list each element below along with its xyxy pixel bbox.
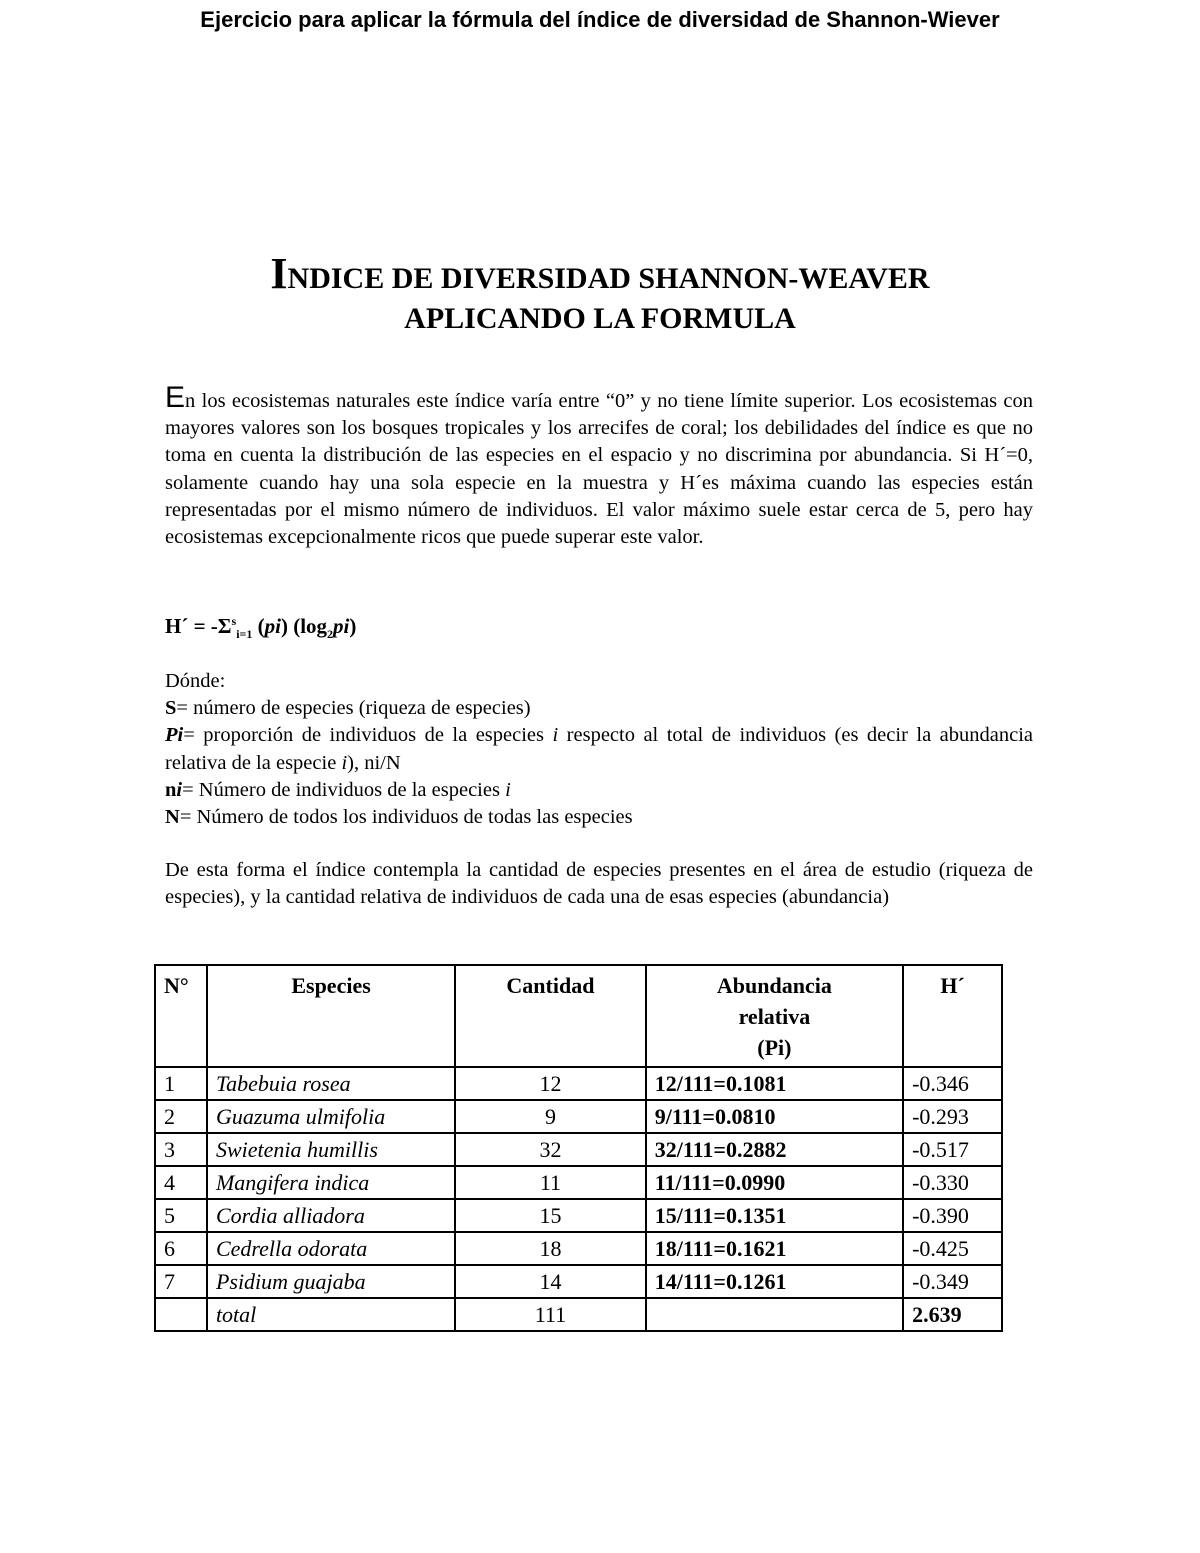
row-abundance	[646, 1100, 903, 1133]
definition-ni-italic-i: i	[505, 778, 511, 801]
table-row	[155, 1067, 1002, 1100]
row-h: -0.293	[903, 1100, 1002, 1133]
header-quantity: Cantidad	[455, 965, 646, 1067]
row-number: 2	[155, 1100, 207, 1133]
row-pi: 0.0810	[714, 1104, 776, 1129]
row-h: -0.517	[903, 1133, 1002, 1166]
row-pi: 0.2882	[725, 1137, 787, 1162]
row-pi: 0.1351	[725, 1203, 787, 1228]
row-pi: 0.1081	[725, 1071, 787, 1096]
row-h: -0.425	[903, 1232, 1002, 1265]
definitions-heading: Dónde:	[165, 670, 226, 692]
definition-ni-text: = Número de individuos de la especies	[182, 778, 506, 801]
formula-close: )	[349, 614, 357, 638]
definition-pi-text-a: = proporción de individuos de la especies	[183, 724, 553, 747]
row-pi: 0.1261	[725, 1269, 787, 1294]
definitions-block	[165, 668, 1033, 831]
definition-ni-label-i: i	[176, 778, 183, 801]
row-fraction: 12/111=	[654, 1071, 726, 1096]
definition-pi	[165, 722, 1033, 776]
definition-s-label: S	[165, 697, 177, 720]
header-abundance	[646, 965, 903, 1067]
table-row	[155, 1265, 1002, 1298]
row-abundance	[646, 1166, 903, 1199]
row-h: -0.349	[903, 1265, 1002, 1298]
table-row	[155, 1199, 1002, 1232]
row-abundance	[646, 1232, 903, 1265]
definition-pi-text-c: ), ni/N	[347, 751, 401, 774]
intro-paragraph	[165, 381, 1033, 551]
formula-sup: s	[231, 614, 237, 628]
row-species: Tabebuia rosea	[207, 1067, 455, 1100]
row-quantity: 15	[455, 1199, 646, 1232]
row-species: Cedrella odorata	[207, 1232, 455, 1265]
row-number: 4	[155, 1166, 207, 1199]
row-quantity: 9	[455, 1100, 646, 1133]
header-abundance-line3: (Pi)	[757, 1035, 792, 1060]
species-table	[154, 964, 1003, 1332]
row-fraction: 15/111=	[654, 1203, 726, 1228]
table-row	[155, 1100, 1002, 1133]
page-header-title: Ejercicio para aplicar la fórmula del índice de diversidad de Shannon-Wiever	[200, 7, 1000, 32]
row-fraction: 9/111=	[654, 1104, 715, 1129]
total-label: total	[207, 1298, 455, 1331]
row-fraction: 14/111=	[654, 1269, 726, 1294]
row-pi: 0.1621	[725, 1236, 787, 1261]
title-line1-text: NDICE DE DIVERSIDAD SHANNON-WEAVER	[287, 262, 930, 295]
total-empty-abundance	[646, 1298, 903, 1331]
closing-paragraph: De esta forma el índice contempla la cantidad de especies presentes en el área de estudio (riqueza de especies), y la cantidad relativa de individuos de cada una de esas especies (abundancia)	[165, 859, 1033, 909]
definition-ni-label-n: n	[165, 778, 177, 801]
formula-lhs: H´ = -Σ	[165, 614, 232, 638]
row-fraction: 32/111=	[654, 1137, 726, 1162]
row-h: -0.346	[903, 1067, 1002, 1100]
definition-s-text: = número de especies (riqueza de especies)	[176, 697, 531, 720]
definition-n	[165, 804, 1033, 831]
document-title-line1	[0, 249, 1200, 299]
row-number: 7	[155, 1265, 207, 1298]
row-species: Guazuma ulmifolia	[207, 1100, 455, 1133]
header-n: N°	[155, 965, 207, 1067]
row-species: Psidium guajaba	[207, 1265, 455, 1298]
definition-n-label: N	[165, 806, 180, 829]
total-quantity: 111	[455, 1298, 646, 1331]
row-pi: 0.0990	[724, 1170, 786, 1195]
total-empty-n	[155, 1298, 207, 1331]
definition-pi-text-b: respecto al total de individuos (es decir la abundancia relativa de la especie	[165, 724, 1033, 774]
row-number: 1	[155, 1067, 207, 1100]
row-number: 3	[155, 1133, 207, 1166]
table-header-row	[155, 965, 1002, 1067]
shannon-formula	[165, 606, 356, 649]
row-species: Mangifera indica	[207, 1166, 455, 1199]
formula-pi-2: pi	[333, 614, 350, 638]
formula-log-base: 2	[327, 627, 334, 642]
row-species: Cordia alliadora	[207, 1199, 455, 1232]
row-quantity: 11	[455, 1166, 646, 1199]
definition-n-text: = Número de todos los individuos de todas las especies	[179, 806, 633, 829]
row-abundance	[646, 1199, 903, 1232]
row-fraction: 11/111=	[654, 1170, 725, 1195]
header-abundance-line2: relativa	[738, 1004, 811, 1029]
table-total-row	[155, 1298, 1002, 1331]
table-row	[155, 1232, 1002, 1265]
definition-s	[165, 695, 1033, 722]
definition-pi-italic-i2: i	[341, 751, 348, 774]
row-abundance	[646, 1067, 903, 1100]
header-abundance-line1: Abundancia	[716, 973, 832, 998]
definition-ni	[165, 777, 1033, 804]
row-number: 6	[155, 1232, 207, 1265]
row-number: 5	[155, 1199, 207, 1232]
row-quantity: 12	[455, 1067, 646, 1100]
intro-drop-letter: E	[165, 381, 186, 414]
row-species: Swietenia humillis	[207, 1133, 455, 1166]
row-abundance	[646, 1265, 903, 1298]
formula-log: ) (log	[280, 614, 328, 638]
header-h: H´	[903, 965, 1002, 1067]
row-quantity: 18	[455, 1232, 646, 1265]
row-quantity: 14	[455, 1265, 646, 1298]
table-row	[155, 1133, 1002, 1166]
intro-text: n los ecosistemas naturales este índice varía entre “0” y no tiene límite superior. Los ecosistemas con mayores valores son los bosques tropicales y los arrecifes de coral; los debilidades del índice es que no toma en cuenta la distribución de las especies en el espacio y no discrimina por abundancia. Si H´=0, solamente cuando hay una sola especie en la muestra y H´es máxima cuando las especies están representadas por el mismo número de individuos. El valor máximo suele estar cerca de 5, pero hay ecosistemas excepcionalmente ricos que puede superar este valor.	[165, 390, 1033, 549]
document-title	[0, 249, 1200, 339]
table-row	[155, 1166, 1002, 1199]
header-species: Especies	[207, 965, 455, 1067]
row-h: -0.330	[903, 1166, 1002, 1199]
definition-pi-label: Pi	[165, 724, 184, 747]
definition-pi-italic-i: i	[552, 724, 559, 747]
formula-sub: i=1	[236, 627, 253, 642]
document-title-line2: APLICANDO LA FORMULA	[404, 302, 796, 335]
row-quantity: 32	[455, 1133, 646, 1166]
title-drop-letter: I	[270, 249, 288, 298]
row-h: -0.390	[903, 1199, 1002, 1232]
row-abundance	[646, 1133, 903, 1166]
total-h: 2.639	[903, 1298, 1002, 1331]
formula-open: (	[252, 614, 265, 638]
row-fraction: 18/111=	[654, 1236, 726, 1261]
formula-pi-1: pi	[264, 614, 281, 638]
